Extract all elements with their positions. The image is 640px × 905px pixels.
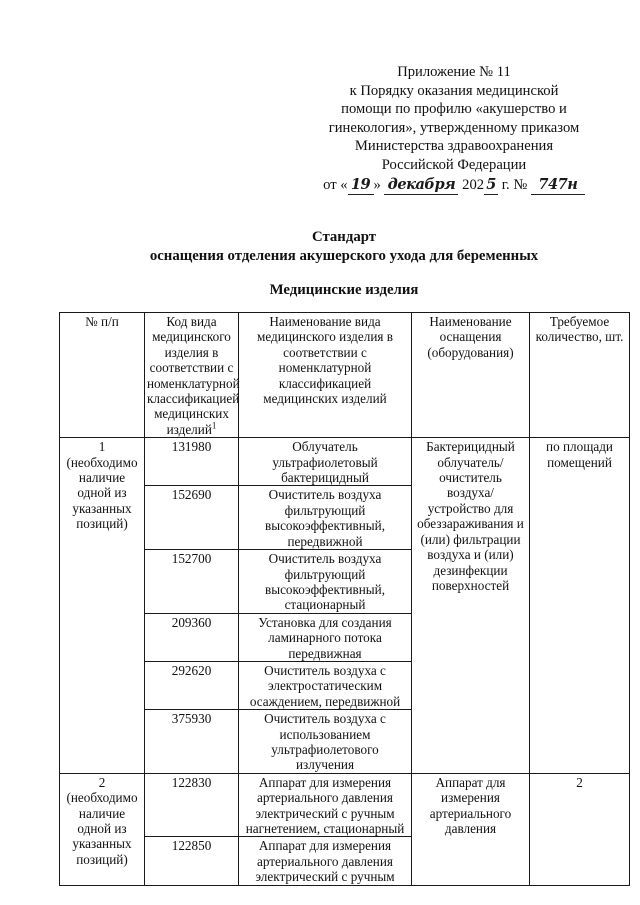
header-num: № п/п [60, 313, 145, 438]
group-quantity: 2 [530, 773, 630, 885]
year-suffix: г. № [501, 176, 528, 193]
appendix-line: Министерства здравоохранения [354, 138, 554, 155]
header-name: Наименование вида медицинского изделия в соответствии с номенклатурной классификацией медицинских изделий [239, 313, 412, 438]
appendix-line: Российской Федерации [381, 156, 527, 173]
document-title [0, 228, 640, 265]
footnote-marker: 1 [211, 420, 217, 431]
handwritten-month: декабря [384, 176, 458, 196]
table-row [60, 438, 630, 486]
group-num: 1 [98, 439, 106, 455]
handwritten-order-number: 747н [531, 176, 585, 196]
group-equipment: Аппарат для измерения артериального давления [412, 773, 530, 885]
table-header-row [60, 313, 630, 438]
group-note: (необходимо наличие одной из указанных позиций) [66, 454, 138, 532]
item-code: 131980 [145, 438, 239, 486]
item-code: 152690 [145, 486, 239, 550]
appendix-header [318, 63, 590, 195]
equipment-table [59, 312, 630, 886]
appendix-line: помощи по профилю «акушерство и [341, 101, 567, 118]
date-mid: » [373, 176, 381, 193]
title-line-1: Стандарт [311, 229, 377, 245]
item-name: Очиститель воздуха с электростатическим осаждением, передвижной [239, 661, 412, 709]
item-name: Аппарат для измерения артериального давления электрический с ручным [239, 837, 412, 885]
handwritten-year-digit: 5 [484, 176, 498, 196]
item-code: 209360 [145, 613, 239, 661]
item-code: 152700 [145, 550, 239, 614]
item-code: 375930 [145, 710, 239, 774]
handwritten-day: 19 [348, 176, 374, 196]
header-equipment: Наименование оснащения (оборудования) [412, 313, 530, 438]
date-prefix: от « [323, 176, 348, 193]
group-note: (необходимо наличие одной из указанных позиций) [66, 790, 138, 867]
appendix-line: гинекология», утвержденному приказом [328, 119, 580, 136]
item-name: Очиститель воздуха с использованием ультрафиолетового излучения [239, 710, 412, 774]
order-date-line [318, 176, 590, 196]
group-equipment: Бактерицидный облучатель/ очиститель воздуха/ устройство для обеззараживания и (или) фильтрации воздуха и (или) дезинфекции поверхностей [412, 438, 530, 774]
year-prefix: 202 [462, 176, 485, 193]
item-name: Установка для создания ламинарного потока передвижная [239, 613, 412, 661]
header-code-text: Код вида медицинского изделия в соответствии с номенклатурной классификацией медицинских изделий [147, 314, 240, 437]
section-subtitle: Медицинские изделия [269, 282, 419, 298]
header-code [145, 313, 239, 438]
table-row [60, 773, 630, 837]
item-name: Облучатель ультрафиолетовый бактерицидный [239, 438, 412, 486]
item-name: Очиститель воздуха фильтрующий высокоэффективный, передвижной [239, 486, 412, 550]
item-code: 292620 [145, 661, 239, 709]
header-quantity: Требуемое количество, шт. [530, 313, 630, 438]
group-num-cell [60, 438, 145, 774]
item-code: 122830 [145, 773, 239, 837]
title-line-2: оснащения отделения акушерского ухода для беременных [149, 247, 539, 264]
appendix-line: к Порядку оказания медицинской [349, 82, 559, 99]
group-num-cell [60, 773, 145, 885]
item-code: 122850 [145, 837, 239, 885]
item-name: Аппарат для измерения артериального давления электрический с ручным нагнетением, стационарный [239, 773, 412, 837]
item-name: Очиститель воздуха фильтрующий высокоэффективный, стационарный [239, 550, 412, 614]
appendix-title: Приложение № 11 [397, 64, 511, 80]
group-quantity: по площади помещений [530, 438, 630, 774]
group-num: 2 [98, 774, 106, 790]
